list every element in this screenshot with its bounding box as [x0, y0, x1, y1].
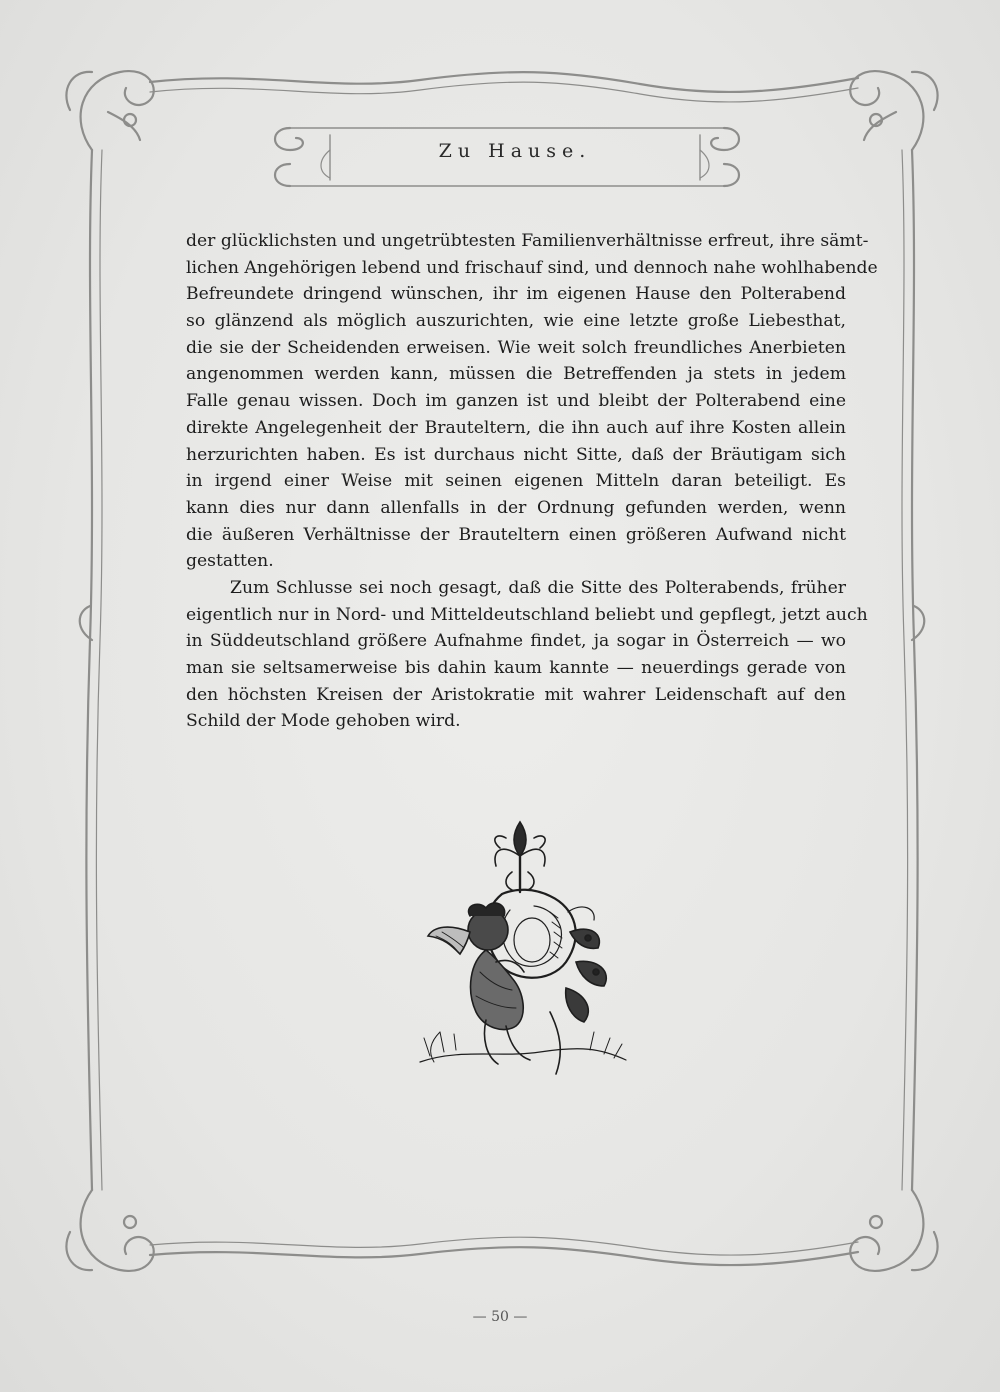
text-line: direkte Angelegenheit der Brauteltern, die ihn auch auf ihre Kosten allein [186, 417, 846, 438]
text-line: in Süddeutschland größere Aufnahme findet, ja sogar in Österreich — wo [186, 631, 846, 652]
text-line: so glänzend als möglich auszurichten, wie eine letzte große Liebesthat, [186, 311, 846, 332]
text-line: Zum Schlusse sei noch gesagt, daß die Sitte des Polterabends, früher [230, 577, 846, 598]
text-line: angenommen werden kann, müssen die Betreffenden ja stets in jedem [186, 364, 846, 385]
text-line: die äußeren Verhältnisse der Brauteltern einen größeren Aufwand nicht [186, 524, 846, 545]
text-line: lichen Angehörigen lebend und frischauf sind, und dennoch nahe wohlhabende [186, 257, 878, 278]
text-line: den höchsten Kreisen der Aristokratie mit wahrer Leidenschaft auf den [186, 684, 846, 705]
text-line: die sie der Scheidenden erweisen. Wie weit solch freundliches Anerbieten [186, 337, 846, 358]
text-line: Befreundete dringend wünschen, ihr im eigenen Hause den Polterabend [186, 284, 846, 305]
text-line: man sie seltsamerweise bis dahin kaum kannte — neuerdings gerade von [186, 658, 846, 678]
text-line: Schild der Mode gehoben wird. [186, 711, 461, 732]
text-line: in irgend einer Weise mit seinen eigenen Mitteln daran beteiligt. Es [186, 471, 846, 492]
text-line: gestatten. [186, 551, 274, 572]
text-line: kann dies nur dann allenfalls in der Ordnung gefunden werden, wenn [186, 497, 846, 518]
text-line: der glücklichsten und ungetrübtesten Familienverhältnisse erfreut, ihre sämt- [186, 231, 869, 251]
running-header-title: Zu Hause. [438, 140, 592, 162]
text-line: eigentlich nur in Nord- und Mitteldeutschland beliebt und gepflegt, jetzt auch [186, 604, 868, 625]
body-paragraphs [186, 228, 878, 735]
cherub-vignette-icon [400, 812, 640, 1092]
text-line: Falle genau wissen. Doch im ganzen ist und bleibt der Polterabend eine [186, 391, 846, 412]
page-number: — 50 — [472, 1309, 528, 1325]
text-line: herzurichten haben. Es ist durchaus nicht Sitte, daß der Bräutigam sich [186, 444, 846, 465]
